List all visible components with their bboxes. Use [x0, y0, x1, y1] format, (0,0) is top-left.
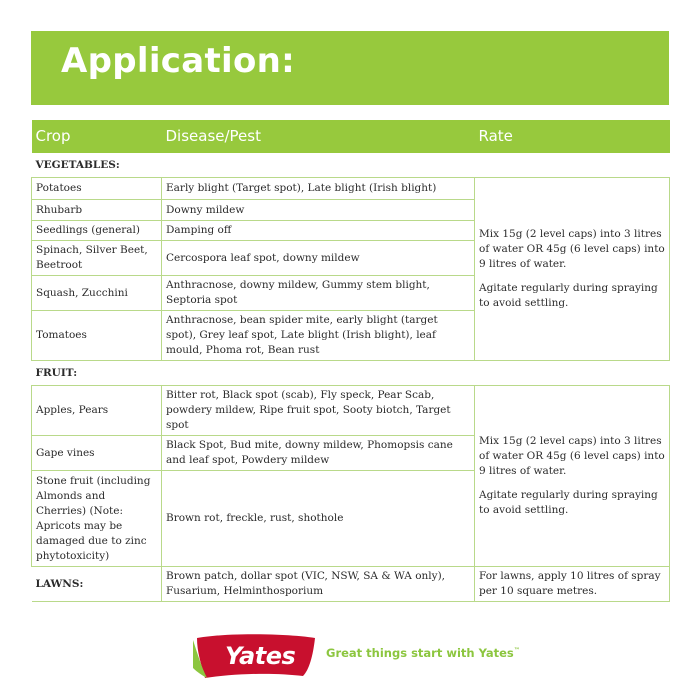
header-crop: Crop	[32, 120, 162, 153]
header-rate: Rate	[475, 120, 670, 153]
crop-cell: Apples, Pears	[32, 386, 162, 436]
crop-cell: Spinach, Silver Beet, Beetroot	[32, 241, 162, 276]
disease-cell: Bitter rot, Black spot (scab), Fly speck, Pear Scab, powdery mildew, Ripe fruit spot, Sooty biotch, Target spot	[162, 386, 475, 436]
disease-cell: Damping off	[162, 221, 475, 241]
disease-cell: Black Spot, Bud mite, downy mildew, Phomopsis cane and leaf spot, Powdery mildew	[162, 436, 475, 471]
section-label: FRUIT:	[32, 361, 670, 386]
rate-mix-text: Mix 15g (2 level caps) into 3 litres of water OR 45g (6 level caps) into 9 litres of water.	[479, 435, 665, 477]
lawns-rate-cell: For lawns, apply 10 litres of spray per 10 square metres.	[475, 567, 670, 602]
crop-cell: LAWNS:	[32, 567, 162, 602]
crop-cell: Rhubarb	[32, 200, 162, 221]
crop-cell: Squash, Zucchini	[32, 276, 162, 311]
footer-brand	[191, 632, 520, 682]
rate-mix-text: Mix 15g (2 level caps) into 3 litres of water OR 45g (6 level caps) into 9 litres of water.	[479, 228, 665, 270]
crop-cell: Gape vines	[32, 436, 162, 471]
application-table	[31, 120, 670, 602]
section-vegetables	[32, 153, 670, 178]
trademark-mark: ™	[513, 647, 520, 655]
tagline	[326, 646, 520, 660]
fruit-rate-cell	[475, 386, 670, 567]
disease-cell: Downy mildew	[162, 200, 475, 221]
disease-cell: Cercospora leaf spot, downy mildew	[162, 241, 475, 276]
header-disease: Disease/Pest	[162, 120, 475, 153]
crop-cell: Tomatoes	[32, 311, 162, 361]
crop-cell: Seedlings (general)	[32, 221, 162, 241]
vegetables-rate-cell	[475, 178, 670, 361]
table-row	[32, 386, 670, 436]
disease-cell: Brown rot, freckle, rust, shothole	[162, 471, 475, 567]
page-title: Application:	[61, 41, 296, 81]
lawns-row	[32, 567, 670, 602]
disease-cell: Early blight (Target spot), Late blight (Irish blight)	[162, 178, 475, 200]
logo-wordmark: Yates	[225, 642, 296, 670]
title-banner	[31, 31, 669, 105]
rate-agitate-text: Agitate regularly during spraying to avoid settling.	[479, 282, 658, 309]
tagline-text: Great things start with Yates	[326, 646, 514, 660]
rate-agitate-text: Agitate regularly during spraying to avoid settling.	[479, 489, 658, 516]
crop-cell: Potatoes	[32, 178, 162, 200]
section-label: VEGETABLES:	[35, 158, 120, 171]
disease-cell: Anthracnose, downy mildew, Gummy stem blight, Septoria spot	[162, 276, 475, 311]
table-header-row	[32, 120, 670, 153]
yates-logo	[191, 632, 319, 680]
disease-cell: Anthracnose, bean spider mite, early blight (target spot), Grey leaf spot, Late blight (Irish blight), leaf mould, Phoma rot, Bean rust	[162, 311, 475, 361]
table-row	[32, 178, 670, 200]
section-fruit	[32, 361, 670, 386]
disease-cell: Brown patch, dollar spot (VIC, NSW, SA & WA only), Fusarium, Helminthosporium	[162, 567, 475, 602]
crop-cell: Stone fruit (including Almonds and Cherries) (Note: Apricots may be damaged due to zinc phytotoxicity)	[32, 471, 162, 567]
